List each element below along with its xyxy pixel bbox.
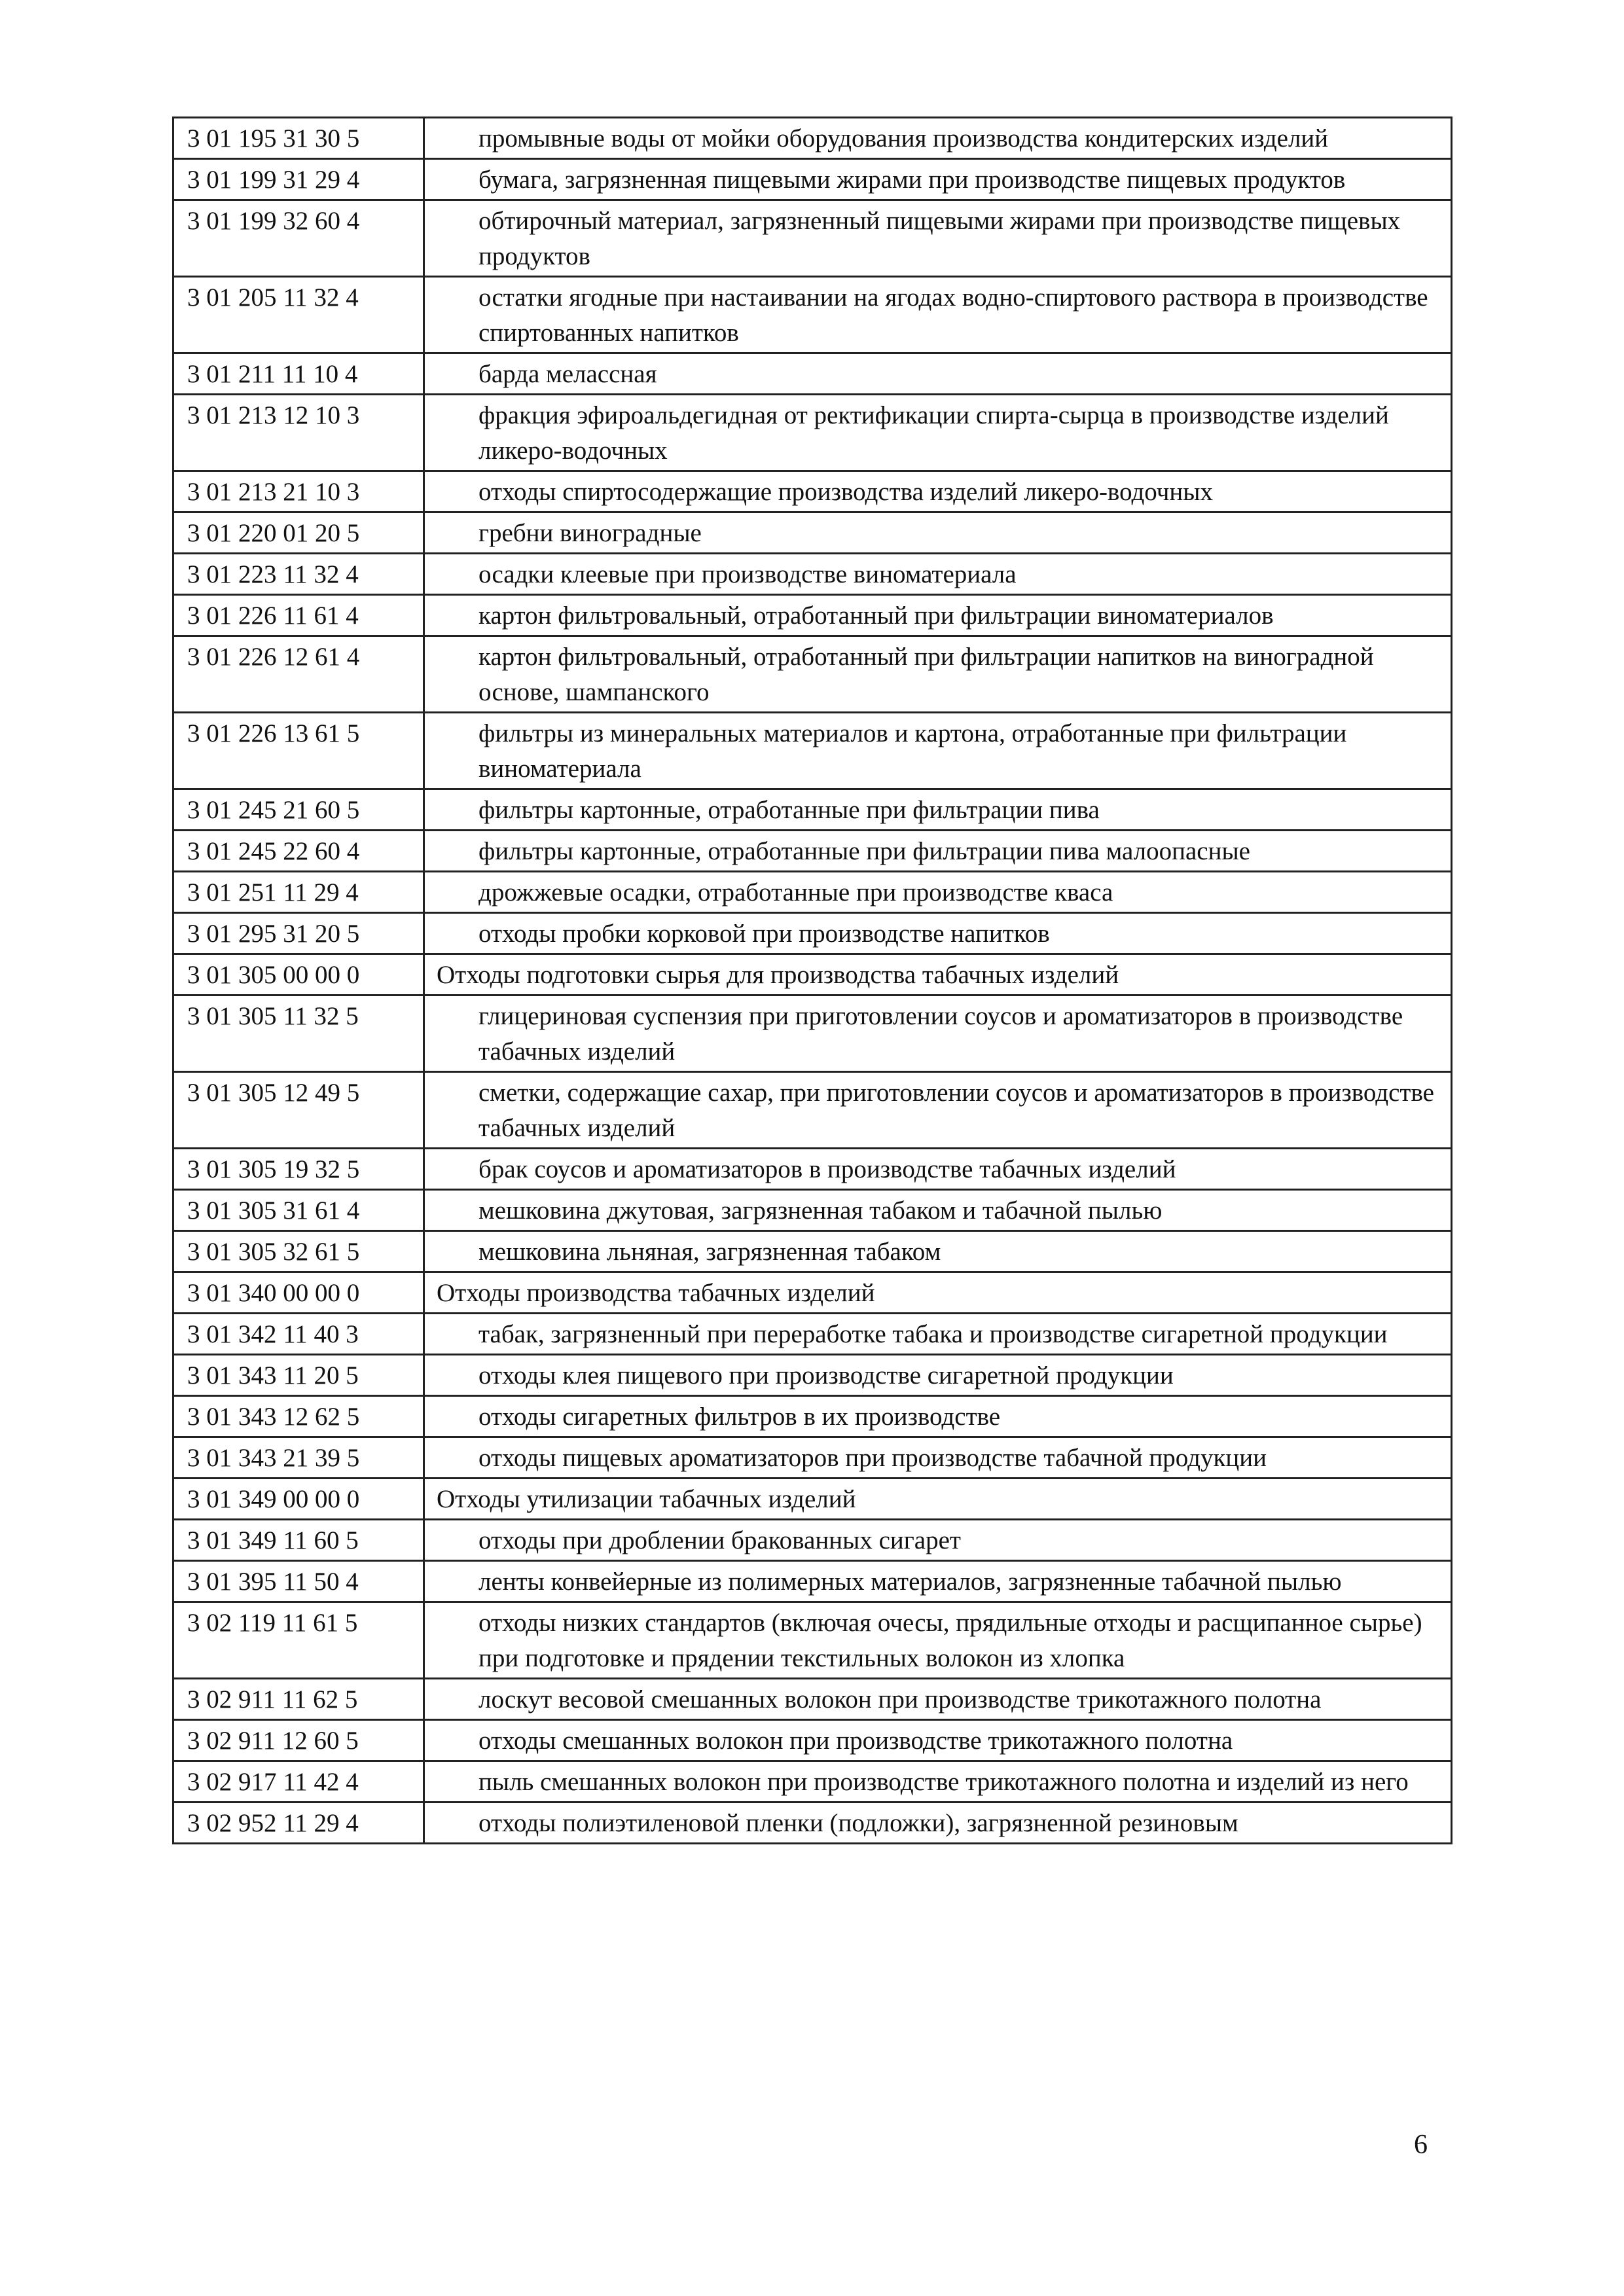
table-row (173, 353, 1452, 395)
table-row (173, 471, 1452, 512)
waste-description-cell: мешковина льняная, загрязненная табаком (424, 1231, 1452, 1272)
waste-code-cell: 3 01 199 31 29 4 (173, 159, 424, 200)
waste-code-cell: 3 01 305 32 61 5 (173, 1231, 424, 1272)
table-row (173, 1231, 1452, 1272)
page-number: 6 (1414, 2130, 1428, 2160)
group-title-cell: Отходы утилизации табачных изделий (424, 1479, 1452, 1520)
table-row (173, 277, 1452, 353)
waste-code-cell: 3 01 343 21 39 5 (173, 1437, 424, 1479)
waste-description-cell: отходы низких стандартов (включая очесы, прядильные отходы и расщипанное сырье) при подготовке и прядении текстильных волокон из хлопка (424, 1602, 1452, 1679)
waste-description-cell: дрожжевые осадки, отработанные при производстве кваса (424, 872, 1452, 913)
table-row (173, 395, 1452, 471)
table-row (173, 789, 1452, 831)
table-row (173, 1437, 1452, 1479)
table-row (173, 831, 1452, 872)
waste-description-cell: фракция эфироальдегидная от ректификации спирта-сырца в производстве изделий ликеро-водочных (424, 395, 1452, 471)
table-row (173, 1679, 1452, 1720)
waste-code-cell: 3 01 220 01 20 5 (173, 512, 424, 554)
waste-description-cell: лоскут весовой смешанных волокон при производстве трикотажного полотна (424, 1679, 1452, 1720)
group-title-cell: Отходы подготовки сырья для производства табачных изделий (424, 954, 1452, 996)
waste-description-cell: отходы сигаретных фильтров в их производстве (424, 1396, 1452, 1437)
waste-description-cell: фильтры из минеральных материалов и картона, отработанные при фильтрации виноматериала (424, 713, 1452, 789)
waste-code-cell: 3 01 343 11 20 5 (173, 1355, 424, 1396)
waste-description-cell: отходы при дроблении бракованных сигарет (424, 1520, 1452, 1561)
waste-code-cell: 3 02 119 11 61 5 (173, 1602, 424, 1679)
waste-description-cell: отходы спиртосодержащие производства изделий ликеро-водочных (424, 471, 1452, 512)
waste-description-cell: отходы полиэтиленовой пленки (подложки), загрязненной резиновым (424, 1803, 1452, 1844)
table-row (173, 1561, 1452, 1602)
waste-description-cell: обтирочный материал, загрязненный пищевыми жирами при производстве пищевых продуктов (424, 200, 1452, 277)
waste-code-cell: 3 01 342 11 40 3 (173, 1314, 424, 1355)
waste-code-cell: 3 02 917 11 42 4 (173, 1761, 424, 1803)
table-row (173, 1149, 1452, 1190)
waste-code-cell: 3 01 195 31 30 5 (173, 118, 424, 159)
waste-code-cell: 3 01 205 11 32 4 (173, 277, 424, 353)
waste-description-cell: остатки ягодные при настаивании на ягодах водно-спиртового раствора в производстве спиртованных напитков (424, 277, 1452, 353)
table-group-row (173, 954, 1452, 996)
waste-code-cell: 3 01 295 31 20 5 (173, 913, 424, 954)
waste-code-cell: 3 01 226 13 61 5 (173, 713, 424, 789)
waste-code-cell: 3 01 340 00 00 0 (173, 1272, 424, 1314)
waste-code-cell: 3 01 199 32 60 4 (173, 200, 424, 277)
table-row (173, 1190, 1452, 1231)
waste-description-cell: картон фильтровальный, отработанный при фильтрации виноматериалов (424, 595, 1452, 636)
waste-code-cell: 3 01 211 11 10 4 (173, 353, 424, 395)
table-body (173, 118, 1452, 1844)
waste-description-cell: пыль смешанных волокон при производстве трикотажного полотна и изделий из него (424, 1761, 1452, 1803)
waste-code-cell: 3 01 343 12 62 5 (173, 1396, 424, 1437)
waste-description-cell: картон фильтровальный, отработанный при фильтрации напитков на виноградной основе, шампанского (424, 636, 1452, 713)
waste-code-cell: 3 01 305 11 32 5 (173, 996, 424, 1072)
waste-description-cell: промывные воды от мойки оборудования производства кондитерских изделий (424, 118, 1452, 159)
waste-description-cell: ленты конвейерные из полимерных материалов, загрязненные табачной пылью (424, 1561, 1452, 1602)
waste-code-cell: 3 01 245 21 60 5 (173, 789, 424, 831)
table-row (173, 996, 1452, 1072)
table-row (173, 595, 1452, 636)
waste-description-cell: отходы пробки корковой при производстве напитков (424, 913, 1452, 954)
waste-code-cell: 3 01 251 11 29 4 (173, 872, 424, 913)
table-group-row (173, 1479, 1452, 1520)
table-row (173, 1396, 1452, 1437)
group-title-cell: Отходы производства табачных изделий (424, 1272, 1452, 1314)
waste-code-cell: 3 01 213 21 10 3 (173, 471, 424, 512)
waste-code-cell: 3 01 349 00 00 0 (173, 1479, 424, 1520)
table-row (173, 200, 1452, 277)
waste-code-cell: 3 01 305 19 32 5 (173, 1149, 424, 1190)
waste-code-cell: 3 01 245 22 60 4 (173, 831, 424, 872)
table-row (173, 512, 1452, 554)
waste-description-cell: бумага, загрязненная пищевыми жирами при производстве пищевых продуктов (424, 159, 1452, 200)
waste-code-cell: 3 02 911 12 60 5 (173, 1720, 424, 1761)
table-group-row (173, 1272, 1452, 1314)
waste-code-cell: 3 01 349 11 60 5 (173, 1520, 424, 1561)
waste-description-cell: отходы пищевых ароматизаторов при производстве табачной продукции (424, 1437, 1452, 1479)
waste-description-cell: брак соусов и ароматизаторов в производстве табачных изделий (424, 1149, 1452, 1190)
waste-description-cell: сметки, содержащие сахар, при приготовлении соусов и ароматизаторов в производстве табачных изделий (424, 1072, 1452, 1149)
table-row (173, 1602, 1452, 1679)
waste-code-cell: 3 02 911 11 62 5 (173, 1679, 424, 1720)
waste-code-cell: 3 01 223 11 32 4 (173, 554, 424, 595)
table-row (173, 118, 1452, 159)
table-row (173, 1072, 1452, 1149)
waste-code-cell: 3 01 226 11 61 4 (173, 595, 424, 636)
waste-description-cell: гребни виноградные (424, 512, 1452, 554)
waste-code-cell: 3 01 305 00 00 0 (173, 954, 424, 996)
table-row (173, 913, 1452, 954)
waste-description-cell: отходы клея пищевого при производстве сигаретной продукции (424, 1355, 1452, 1396)
table-row (173, 636, 1452, 713)
waste-description-cell: фильтры картонные, отработанные при фильтрации пива малоопасные (424, 831, 1452, 872)
waste-code-cell: 3 01 305 31 61 4 (173, 1190, 424, 1231)
waste-description-cell: табак, загрязненный при переработке табака и производстве сигаретной продукции (424, 1314, 1452, 1355)
table-row (173, 1314, 1452, 1355)
table-row (173, 159, 1452, 200)
table-row (173, 554, 1452, 595)
table-row (173, 872, 1452, 913)
waste-code-cell: 3 01 213 12 10 3 (173, 395, 424, 471)
table-row (173, 713, 1452, 789)
table-row (173, 1761, 1452, 1803)
waste-code-cell: 3 01 305 12 49 5 (173, 1072, 424, 1149)
table-row (173, 1720, 1452, 1761)
waste-code-cell: 3 01 395 11 50 4 (173, 1561, 424, 1602)
waste-description-cell: осадки клеевые при производстве виноматериала (424, 554, 1452, 595)
waste-description-cell: фильтры картонные, отработанные при фильтрации пива (424, 789, 1452, 831)
waste-description-cell: мешковина джутовая, загрязненная табаком и табачной пылью (424, 1190, 1452, 1231)
table-row (173, 1520, 1452, 1561)
waste-classification-table (172, 117, 1453, 1844)
table-row (173, 1355, 1452, 1396)
waste-description-cell: глицериновая суспензия при приготовлении соусов и ароматизаторов в производстве табачных изделий (424, 996, 1452, 1072)
waste-description-cell: отходы смешанных волокон при производстве трикотажного полотна (424, 1720, 1452, 1761)
table-row (173, 1803, 1452, 1844)
waste-code-cell: 3 01 226 12 61 4 (173, 636, 424, 713)
waste-description-cell: барда мелассная (424, 353, 1452, 395)
waste-code-cell: 3 02 952 11 29 4 (173, 1803, 424, 1844)
